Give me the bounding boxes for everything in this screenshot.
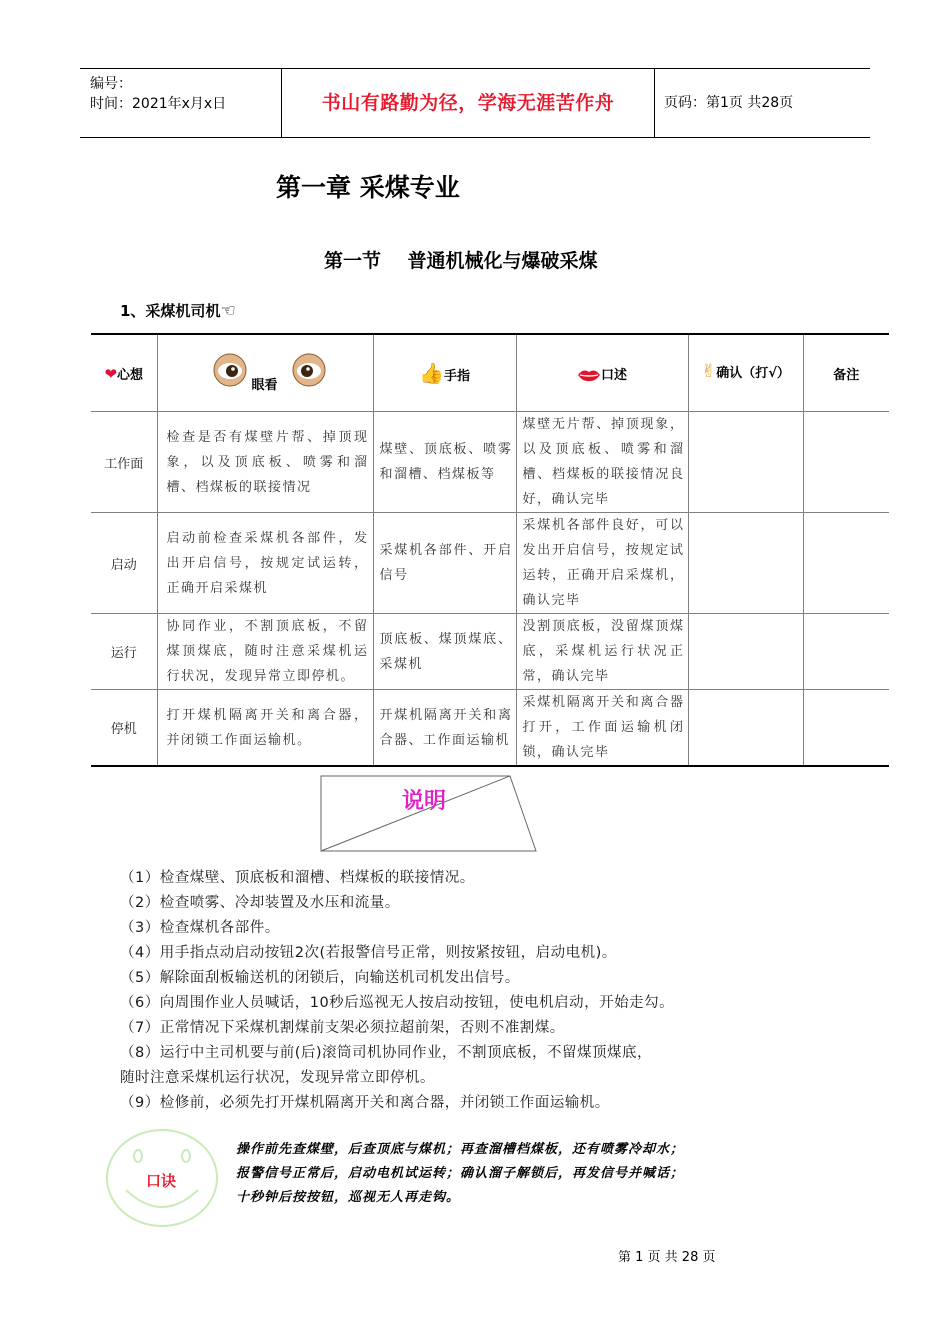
look-cell: 启动前检查采煤机各部件，发出开启信号，按规定试运转，正确开启采煤机 [157, 513, 373, 614]
table-row [91, 614, 889, 690]
rhyme-line: 十秒钟后按按钮，巡视无人再走钩。 [236, 1190, 461, 1205]
header-look [157, 334, 373, 412]
rhyme-label: 口诀 [146, 1172, 177, 1190]
speak-cell: 没割顶底板，没留煤顶煤底，采煤机运行状况正常，确认完毕 [516, 614, 688, 690]
header-finger [373, 334, 516, 412]
note-item: （5）解除面刮板输送机的闭锁后，向输送机司机发出信号。 [120, 970, 520, 986]
chapter-title: 第一章 采煤专业 [276, 173, 460, 202]
header-think-label: 心想 [117, 367, 144, 383]
table-row [91, 412, 889, 513]
row-label: 启动 [91, 513, 157, 614]
eye-icon [292, 353, 326, 387]
header-confirm [688, 334, 803, 412]
notes-title: 说明 [402, 789, 447, 814]
header-finger-label: 手指 [443, 369, 470, 384]
note-item: 随时注意采煤机运行状况，发现异常立即停机。 [120, 1070, 435, 1086]
subsection-label: 1、采煤机司机 [120, 302, 221, 320]
look-cell: 协同作业，不割顶底板，不留煤顶煤底，随时注意采煤机运行状况，发现异常立即停机。 [157, 614, 373, 690]
remark-cell[interactable] [803, 513, 889, 614]
note-item: （6）向周围作业人员喊话，10秒后巡视无人按启动按钮，使电机启动，开始走勾。 [120, 995, 675, 1011]
note-item: （2）检查喷雾、冷却装置及水压和流量。 [120, 895, 400, 911]
note-item: （8）运行中主司机要与前(后)滚筒司机协同作业，不割顶底板，不留煤顶煤底， [120, 1045, 653, 1061]
number-label: 编号： [90, 76, 132, 92]
note-item: （4）用手指点动启动按钮2次(若报警信号正常，则按紧按钮，启动电机)。 [120, 945, 617, 961]
note-item: （7）正常情况下采煤机割煤前支架必须拉超前架，否则不准割煤。 [120, 1020, 565, 1036]
row-label: 停机 [91, 690, 157, 767]
finger-cell: 采煤机各部件、开启信号 [373, 513, 516, 614]
rhyme-line: 操作前先查煤壁，后查顶底与煤机；再查溜槽档煤板，还有喷雾冷却水； [236, 1142, 685, 1157]
victory-hand-icon: ✌ [701, 361, 717, 382]
row-label: 运行 [91, 614, 157, 690]
pointing-hand-icon: ☜ [220, 301, 236, 321]
heart-icon: ❤ [104, 364, 118, 383]
header-page-cell [654, 69, 870, 137]
table-row [91, 513, 889, 614]
thumbs-up-icon: 👍 [419, 361, 444, 385]
eye-icon [213, 353, 247, 387]
header-look-label: 眼看 [251, 378, 278, 393]
rhyme-line: 报警信号正常后，启动电机试运转；确认溜子解锁后，再发信号并喊话； [236, 1166, 685, 1181]
lips-icon [577, 368, 601, 382]
header-speak-label: 口述 [600, 367, 627, 383]
page-footer: 第 1 页 共 28 页 [618, 1250, 716, 1265]
note-item: （3）检查煤机各部件。 [120, 920, 280, 936]
finger-cell: 煤壁、顶底板、喷雾和溜槽、档煤板等 [373, 412, 516, 513]
remark-cell[interactable] [803, 690, 889, 767]
look-cell: 打开煤机隔离开关和离合器，并闭锁工作面运输机。 [157, 690, 373, 767]
speak-cell: 采煤机各部件良好，可以发出开启信号，按规定试运转，正确开启采煤机，确认完毕 [516, 513, 688, 614]
confirm-cell[interactable] [688, 412, 803, 513]
note-item: （1）检查煤壁、顶底板和溜槽、档煤板的联接情况。 [120, 870, 475, 886]
section-title: 第一节 普通机械化与爆破采煤 [324, 250, 598, 272]
notes-title-box [320, 774, 540, 858]
remark-cell[interactable] [803, 614, 889, 690]
motto: 书山有路勤为径，学海无涯苦作舟 [321, 92, 615, 114]
subsection-title [120, 300, 236, 321]
table-row [91, 690, 889, 767]
header-confirm-label: 确认（打√） [716, 366, 790, 381]
header-motto-cell [281, 69, 655, 137]
confirm-cell[interactable] [688, 690, 803, 767]
row-label: 工作面 [91, 412, 157, 513]
note-item: （9）检修前，必须先打开煤机隔离开关和离合器，并闭锁工作面运输机。 [120, 1095, 610, 1111]
finger-cell: 顶底板、煤顶煤底、采煤机 [373, 614, 516, 690]
rhyme-text [236, 1138, 684, 1210]
confirm-cell[interactable] [688, 614, 803, 690]
header-speak [516, 334, 688, 412]
table-header-row [91, 334, 889, 412]
header-think [91, 334, 157, 412]
page-header [80, 68, 870, 138]
header-meta [80, 69, 281, 137]
procedure-table [91, 333, 889, 767]
time-label: 时间：2021年x月x日 [90, 96, 227, 112]
page-info: 页码：第1页 共28页 [664, 95, 794, 111]
remark-cell[interactable] [803, 412, 889, 513]
speak-cell: 采煤机隔离开关和离合器打开，工作面运输机闭锁，确认完毕 [516, 690, 688, 767]
look-cell: 检查是否有煤壁片帮、掉顶现象，以及顶底板、喷雾和溜槽、档煤板的联接情况 [157, 412, 373, 513]
header-remark: 备注 [803, 334, 889, 412]
finger-cell: 开煤机隔离开关和离合器、工作面运输机 [373, 690, 516, 767]
speak-cell: 煤壁无片帮、掉顶现象，以及顶底板、喷雾和溜槽、档煤板的联接情况良好，确认完毕 [516, 412, 688, 513]
confirm-cell[interactable] [688, 513, 803, 614]
